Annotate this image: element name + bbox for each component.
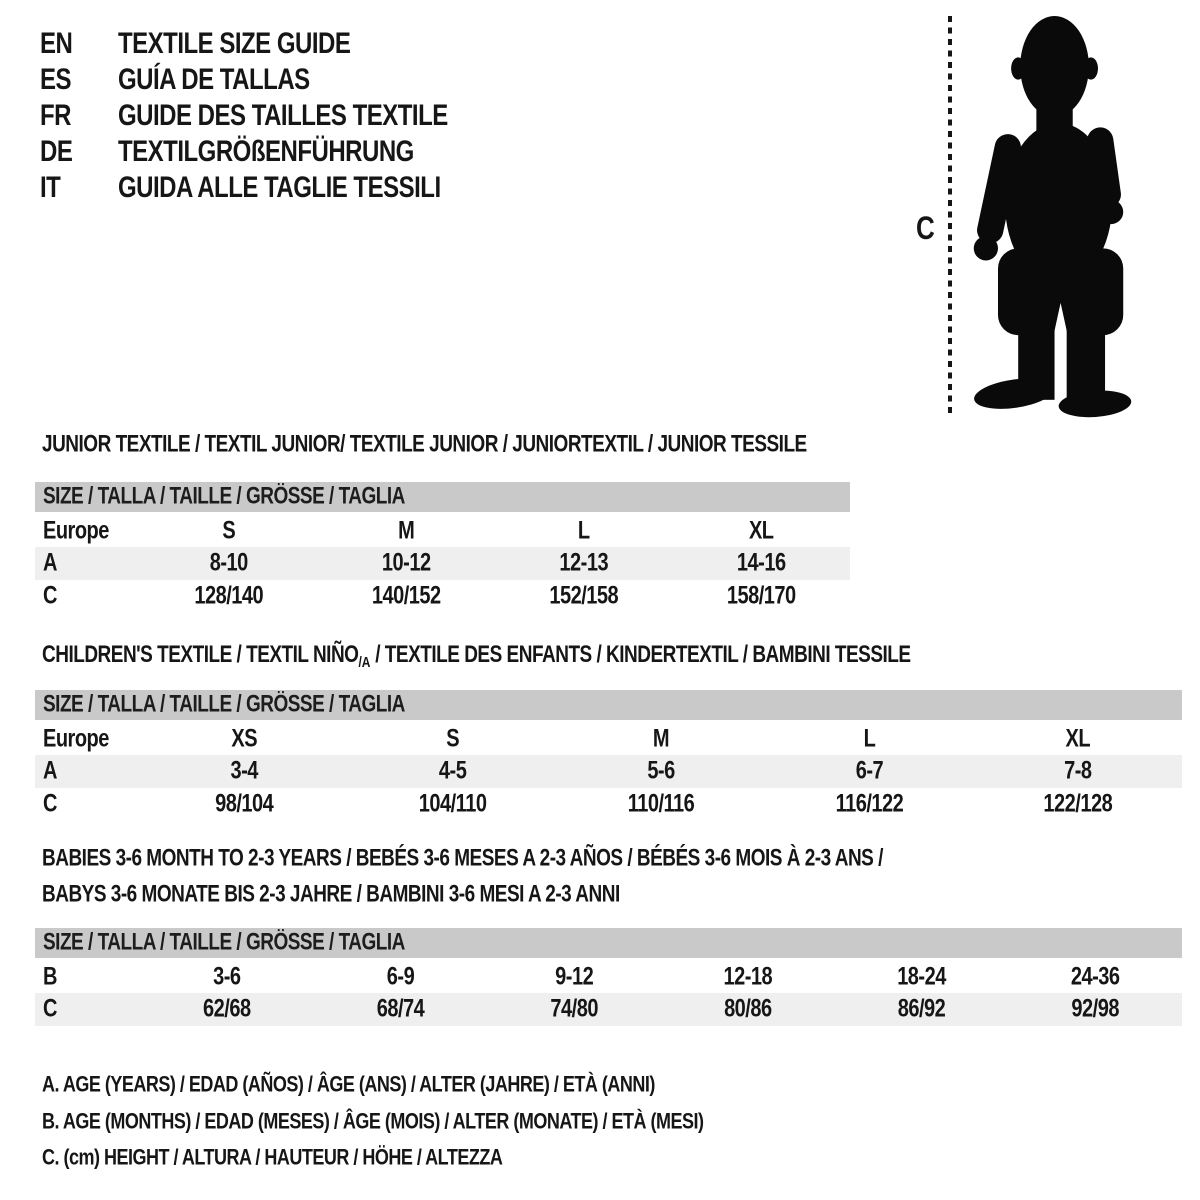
babies-row-height: C 62/68 68/74 74/80 80/86 86/92 92/98: [35, 993, 1182, 1026]
guide-title-fr: GUIDE DES TAILLES TEXTILE: [118, 98, 448, 133]
language-code: EN: [40, 26, 73, 61]
guide-title-es: GUÍA DE TALLAS: [118, 62, 310, 97]
babies-section-title-line1: BABIES 3-6 MONTH TO 2-3 YEARS / BEBÉS 3-6 MESES A 2-3 AÑOS / BÉBÉS 3-6 MOIS À 2-3 ANS /: [42, 845, 883, 872]
children-section-title: CHILDREN'S TEXTILE / TEXTIL $NIÑO_{/A}$ / TEXTILE DES ENFANTS / KINDERTEXTIL / BAMBINI TESSILE: [42, 642, 911, 671]
language-row-de: [40, 134, 448, 170]
junior-row-age: A 8-10 10-12 12-13 14-16: [35, 547, 850, 580]
language-code: ES: [40, 62, 72, 97]
junior-size-header-bar: SIZE / TALLA / TAILLE / GRÖSSE / TAGLIA: [35, 482, 850, 512]
language-row-it: [40, 170, 448, 206]
language-row-fr: [40, 98, 448, 134]
junior-section-title: JUNIOR TEXTILE / TEXTIL JUNIOR/ TEXTILE JUNIOR / JUNIORTEXTIL / JUNIOR TESSILE: [42, 431, 807, 458]
guide-title-de: TEXTILGRÖßENFÜHRUNG: [118, 134, 414, 169]
language-row-en: [40, 26, 448, 62]
children-size-header-bar: SIZE / TALLA / TAILLE / GRÖSSE / TAGLIA: [35, 690, 1182, 720]
children-row-age: A 3-4 4-5 5-6 6-7 7-8: [35, 755, 1182, 788]
language-title-list: [40, 26, 448, 206]
babies-section-title-line2: BABYS 3-6 MONATE BIS 2-3 JAHRE / BAMBINI 3-6 MESI A 2-3 ANNI: [42, 881, 620, 908]
guide-title-it: GUIDA ALLE TAGLIE TESSILI: [118, 170, 441, 205]
language-code: FR: [40, 98, 71, 133]
baby-silhouette-icon: [962, 14, 1137, 423]
babies-size-header-bar: SIZE / TALLA / TAILLE / GRÖSSE / TAGLIA: [35, 928, 1182, 958]
children-row-europe: Europe XS S M L XL: [43, 724, 1091, 753]
junior-row-europe: Europe S M L XL: [43, 516, 774, 545]
children-row-height: C 98/104 104/110 110/116 116/122 122/128: [43, 790, 1113, 818]
junior-row-height: C 128/140 140/152 152/158 158/170: [43, 581, 796, 610]
height-measure-label: C: [916, 209, 935, 247]
language-code: IT: [40, 170, 61, 205]
guide-title-en: TEXTILE SIZE GUIDE: [118, 26, 351, 61]
nino-a-subscript: /A: [358, 653, 371, 671]
language-row-es: [40, 62, 448, 98]
babies-row-months: B 3-6 6-9 9-12 12-18 18-24 24-36: [43, 962, 1120, 991]
legend-age-months: B. AGE (MONTHS) / EDAD (MESES) / ÂGE (MOIS) / ALTER (MONATE) / ETÀ (MESI): [42, 1108, 704, 1134]
legend-age-years: A. AGE (YEARS) / EDAD (AÑOS) / ÂGE (ANS) / ALTER (JAHRE) / ETÀ (ANNI): [42, 1071, 655, 1097]
legend-height-cm: C. (cm) HEIGHT / ALTURA / HAUTEUR / HÖHE / ALTEZZA: [42, 1144, 503, 1170]
height-measure-dashed-line: [948, 16, 952, 417]
language-code: DE: [40, 134, 73, 169]
